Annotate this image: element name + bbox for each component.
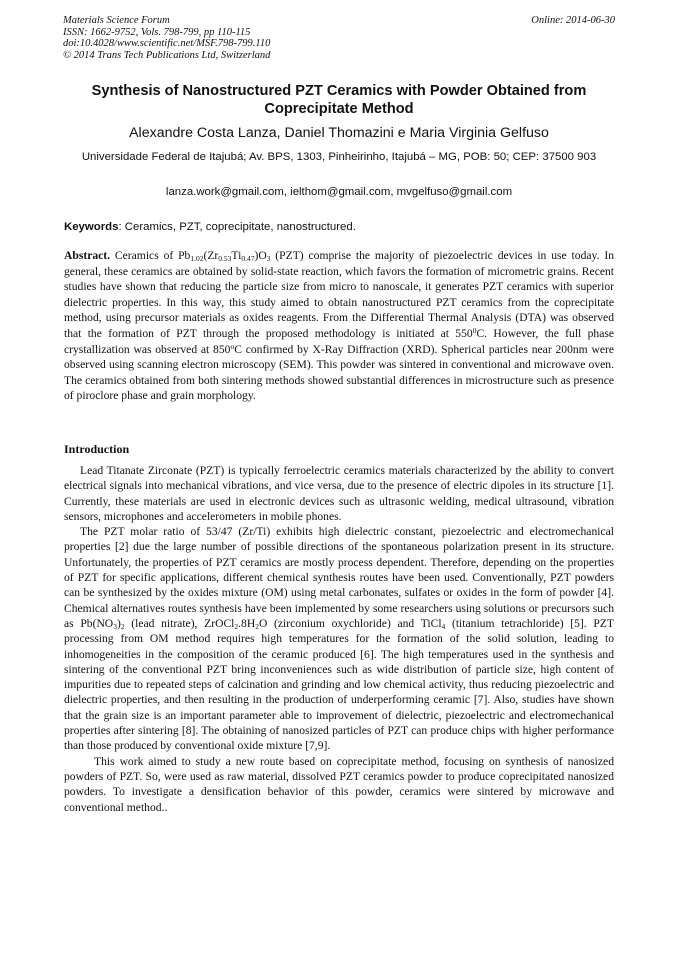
degree-superscript: 0: [472, 325, 477, 335]
intro-text: O (zirconium oxychloride) and TiCl: [258, 616, 442, 630]
abstract-text: (PZT) comprise the majority of piezoelectric devices in use today. In general, these ceramics are obtained by solid-state reaction, which favors the formation of micrometric grains. Recent studies have shown that reducing the particle size from micro to nanoscale, it generates PZT ceramics with superior dielectric properties. In this way, this study aimed to obtain nanostructured PZT ceramics from the coprecipitate method, using precursor materials as oxides reagents. From the Differential Thermal Analysis (DTA) was observed that the formation of PZT through the proposed methodology is initiated at 550: [64, 249, 614, 340]
affiliation: Universidade Federal de Itajubá; Av. BPS, 1303, Pinheirinho, Itajubá – MG, POB: 50; CEP: 37500 903: [81, 151, 597, 163]
abstract-text: )O: [254, 249, 267, 262]
formula-subscript: 2: [234, 621, 239, 631]
abstract-text: Ceramics of Pb: [110, 249, 191, 262]
journal-header: [63, 15, 615, 61]
keywords: [64, 220, 616, 235]
formula-subscript: 4: [441, 621, 446, 631]
doi-line: doi:10.4028/www.scientific.net/MSF.798-799.110: [63, 38, 271, 50]
intro-paragraph-2: [64, 524, 614, 753]
online-date: Online: 2014-06-30: [531, 15, 615, 26]
intro-text: ): [116, 616, 121, 630]
keywords-text: : Ceramics, PZT, coprecipitate, nanostructured.: [118, 221, 356, 233]
paper-title: Synthesis of Nanostructured PZT Ceramics with Powder Obtained from Coprecipitate Method: [91, 83, 587, 117]
abstract-text: Ti: [231, 249, 242, 262]
copyright-line: © 2014 Trans Tech Publications Ltd, Switzerland: [63, 49, 271, 61]
formula-subscript: 3: [266, 254, 271, 263]
author-list: Alexandre Costa Lanza, Daniel Thomazini e Maria Virginia Gelfuso: [129, 125, 549, 141]
abstract-text: (Zr: [203, 249, 219, 262]
formula-subscript: 3: [113, 621, 117, 631]
abstract: [64, 248, 614, 404]
journal-name: Materials Science Forum: [63, 15, 170, 26]
formula-subscript: 2: [255, 621, 259, 631]
formula-subscript: 2: [120, 621, 125, 631]
section-heading-introduction: Introduction: [64, 442, 130, 456]
intro-text: (titanium tetrachloride) [5]. PZT processing from OM method requires high temperatures for the formation of the solid solution, leading to inhomogeneities in the composition of the ceramic produced [6]. The high temperatures used in the synthesis and sintering of the conventional PZT bring inconveniences such as wide distribution of particle size, high content of impurities due to repeated steps of calcination and grinding and low chemical activity, thus reducing piezoelectric and dielectric properties, and then resulting in the production of underperforming ceramic [7]. Also, studies have shown that the grain size is an important parameter able to improvement of dielectric, piezoelectric and electromechanical properties after sintering [8]. The obtaining of nanosized particles of PZT can produce chips with higher performance than those produced by conventional oxide mixture [7,9].: [64, 616, 614, 753]
degree-superscript: o: [230, 341, 235, 351]
abstract-text: C. However, the full phase crystallization was observed at 850: [64, 326, 614, 356]
keywords-label: Keywords: [64, 221, 119, 233]
author-emails: lanza.work@gmail.com, ielthom@gmail.com, mvgelfuso@gmail.com: [165, 186, 513, 198]
abstract-text: C confirmed by X-Ray Diffraction (XRD). Spherical particles near 200nm were observed using scanning electron microscopy (SEM). This powder was sintered in conventional and microwave oven. The ceramics obtained from both sintering methods showed substantial differences in microstructure such as presence of piroclore phase and grain morphology.: [64, 342, 614, 403]
issn-line: ISSN: 1662-9752, Vols. 798-799, pp 110-115: [63, 26, 251, 38]
intro-paragraph-3: This work aimed to study a new route based on coprecipitate method, focusing on synthesis of nanosized powders of PZT. So, were used as raw material, dissolved PZT ceramics powder to produce coprecipitated nanosized powders. To investigate a densification behavior of this powder, ceramics were sintered by microwave and conventional method..: [64, 754, 614, 814]
intro-text: .8H: [238, 616, 256, 630]
formula-subscript: 0.53: [218, 254, 232, 263]
intro-paragraph-1: Lead Titanate Zirconate (PZT) is typically ferroelectric ceramics materials characterized by the ability to convert electrical signals into mechanical vibrations, and vice versa, due to the presence of electric dipoles in its structure [1]. Currently, these materials are used in electronic devices such as ultrasonic welding, medical ultrasound, vibration sensors, microphones and accelerometers in mobile phones.: [64, 464, 614, 523]
formula-subscript: 1.02: [190, 254, 204, 263]
introduction-body: [64, 463, 614, 815]
intro-text: The PZT molar ratio of 53/47 (Zr/Ti) exhibits high dielectric constant, piezoelectric and electromechanical properties [2] due the large number of possible directions of the spontaneous polarization present in its structure. Unfortunately, the properties of PZT ceramics are mostly process dependent. Therefore, depending on the properties of PZT for specific applications, different chemical synthesis routes have been used. Conventionally, PZT powders can be synthesized by the oxides mixture (OM) using metal carbonates, sulfates or oxides in the form of powder [4]. Chemical alternatives routes synthesis have been implemented by some researchers using solutions or precursors such as Pb(NO: [64, 525, 614, 630]
intro-text: (lead nitrate), ZrOCl: [124, 616, 235, 630]
abstract-label: Abstract.: [64, 249, 111, 262]
formula-subscript: 0.47: [241, 254, 255, 263]
